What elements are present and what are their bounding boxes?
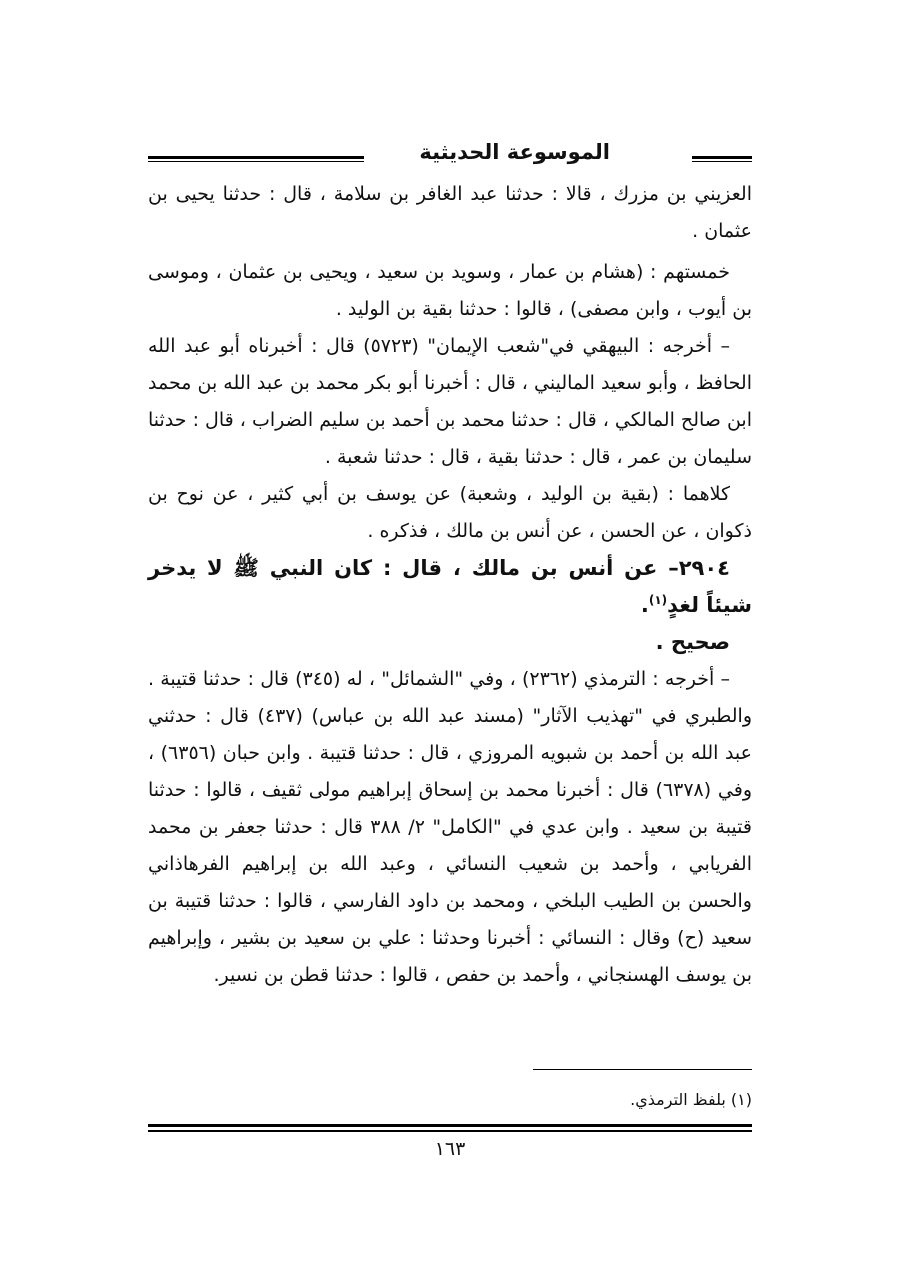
page-number: ١٦٣ (434, 1138, 466, 1160)
header-rule-left-thin (148, 161, 364, 162)
footnote-mark: (١) (648, 593, 668, 607)
paragraph-3: – أخرجه : البيهقي في"شعب الإيمان" (٥٧٢٣) قال : أخبرناه أبو عبد الله الحافظ ، وأبو سعيد الماليني ، قال : أخبرنا أبو بكر محمد بن عبد الله بن محمد ابن صالح المالكي ، قال : حدثنا محمد بن أحمد بن سليم الضراب ، قال : حدثنا سليمان بن عمر ، قال : حدثنا بقية ، قال : حدثنا شعبة . (148, 335, 752, 468)
paragraph-2: خمستهم : (هشام بن عمار ، وسويد بن سعيد ، ويحيى بن عثمان ، وموسى بن أيوب ، وابن مصفى) ، قالوا : حدثنا بقية بن الوليد . (148, 261, 752, 320)
footer-rules (148, 1124, 752, 1134)
footer-rule-thin (148, 1130, 752, 1132)
hadith-grade: صحيح . (655, 630, 730, 654)
header-rule-left-thick (148, 156, 364, 159)
hadith-heading (148, 550, 752, 624)
header-rule-right-thick (692, 156, 752, 159)
paragraph-1: العزيني بن مزرك ، قالا : حدثنا عبد الغافر بن سلامة ، قال : حدثنا يحيى بن عثمان . (148, 183, 752, 242)
footnote-separator (533, 1069, 752, 1070)
header-rule-right-thin (692, 161, 752, 162)
page-body (148, 176, 752, 994)
paragraph-4: كلاهما : (بقية بن الوليد ، وشعبة) عن يوسف بن أبي كثير ، عن نوح بن ذكوان ، عن الحسن ، عن أنس بن مالك ، فذكره . (148, 483, 752, 542)
hadith-text: – عن أنس بن مالك ، قال : كان النبي ﷺ لا يدخر شيئاً لغدٍ (148, 556, 752, 617)
footnote: (١) بلفظ الترمذي. (630, 1090, 752, 1109)
page-header (148, 140, 752, 174)
hadith-end: . (640, 593, 649, 617)
header-title: الموسوعة الحديثية (419, 140, 610, 164)
footer-rule-thick (148, 1124, 752, 1127)
paragraph-6: – أخرجه : الترمذي (٢٣٦٢) ، وفي "الشمائل" ، له (٣٤٥) قال : حدثنا قتيبة . والطبري في "تهذيب الآثار" (مسند عبد الله بن عباس) (٤٣٧) قال : حدثني عبد الله بن أحمد بن شبويه المروزي ، قال : حدثنا قتيبة . وابن حبان (٦٣٥٦) ، وفي (٦٣٧٨) قال : أخبرنا محمد بن إسحاق إبراهيم مولى ثقيف ، قالوا : حدثنا قتيبة بن سعيد . وابن عدي في "الكامل" ٢/ ٣٨٨ قال : حدثنا جعفر بن محمد الفريابي ، وأحمد بن شعيب النسائي ، وعبد الله بن إبراهيم الفرهاذاني والحسن بن الطيب البلخي ، ومحمد بن داود الفارسي ، قالوا : حدثنا قتيبة بن سعيد (ح) وقال : النسائي : أخبرنا وحدثنا : علي بن سعيد بن بشير ، وإبراهيم بن يوسف الهسنجاني ، وأحمد بن حفص ، قالوا : حدثنا قطن بن نسير. (148, 668, 753, 986)
hadith-number: ٢٩٠٤ (678, 556, 730, 580)
